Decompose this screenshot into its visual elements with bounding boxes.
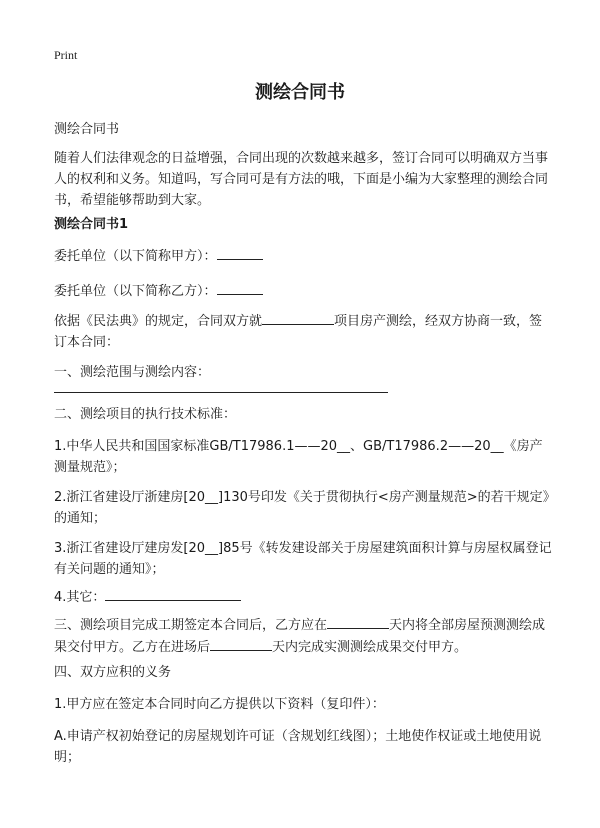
print-link[interactable]: Print xyxy=(54,48,78,62)
party-b-line xyxy=(54,280,554,302)
intro-paragraph: 随着人们法律观念的日益增强，合同出现的次数越来越多，签订合同可以明确双方当事人的权利和义务。知道吗，写合同可是有方法的哦，下面是小编为大家整理的测绘合同书，希望能够帮助到大家。 xyxy=(54,151,549,208)
item-2: 二、测绘项目的执行技术标准： xyxy=(54,407,237,422)
days-blank-1 xyxy=(327,614,389,629)
days-blank-2 xyxy=(210,636,272,651)
item-3-text-2: 天内将全部房屋预测测绘成果交付甲方。乙方在进场后 xyxy=(54,618,546,655)
basis-paragraph xyxy=(54,310,554,353)
project-blank xyxy=(262,310,334,325)
section-heading: 测绘合同书1 xyxy=(54,217,129,232)
standard-1: 1.中华人民共和国国家标准GB/T17986.1——20__、GB/T17986.2——20__《房产测量规范》； xyxy=(54,439,543,475)
party-a-label: 委托单位（以下简称甲方）： xyxy=(54,249,217,264)
standard-4-label: 4.其它： xyxy=(54,590,106,605)
document-title: 测绘合同书 xyxy=(255,82,345,103)
party-b-blank xyxy=(217,280,263,295)
party-a-blank xyxy=(217,245,263,260)
other-blank xyxy=(105,586,241,601)
scope-blank-line xyxy=(54,392,388,393)
party-b-label: 委托单位（以下简称乙方）： xyxy=(54,284,217,299)
item-3-text-3: 天内完成实测测绘成果交付甲方。 xyxy=(272,640,468,655)
basis-text-1: 依据《民法典》的规定，合同双方就 xyxy=(54,314,263,329)
duty-1: 1.甲方应在签定本合同时向乙方提供以下资料（复印件）： xyxy=(54,697,385,712)
document-subtitle: 测绘合同书 xyxy=(54,122,120,137)
item-1: 一、测绘范围与测绘内容： xyxy=(54,365,211,380)
party-a-line xyxy=(54,245,554,267)
standard-2: 2.浙江省建设厅浙建房[20__]130号印发《关于贯彻执行<房产测量规范>的若干规定》的通知； xyxy=(54,490,550,526)
item-3-text-1: 三、测绘项目完成工期签定本合同后，乙方应在 xyxy=(54,618,328,633)
standard-3: 3.浙江省建设厅建房发[20__]85号《转发建设部关于房屋建筑面积计算与房屋权属登记有关问题的通知》； xyxy=(54,541,552,577)
item-4: 四、双方应积的义务 xyxy=(54,665,172,680)
basis-text-2: 项目房产测绘，经双方协商一致，签订本合同： xyxy=(54,314,543,350)
item-3 xyxy=(54,614,554,658)
duty-1a: A.申请产权初始登记的房屋规划许可证（含规划红线图）；土地使作权证或土地使用说明； xyxy=(54,729,542,765)
standard-4 xyxy=(54,586,554,608)
